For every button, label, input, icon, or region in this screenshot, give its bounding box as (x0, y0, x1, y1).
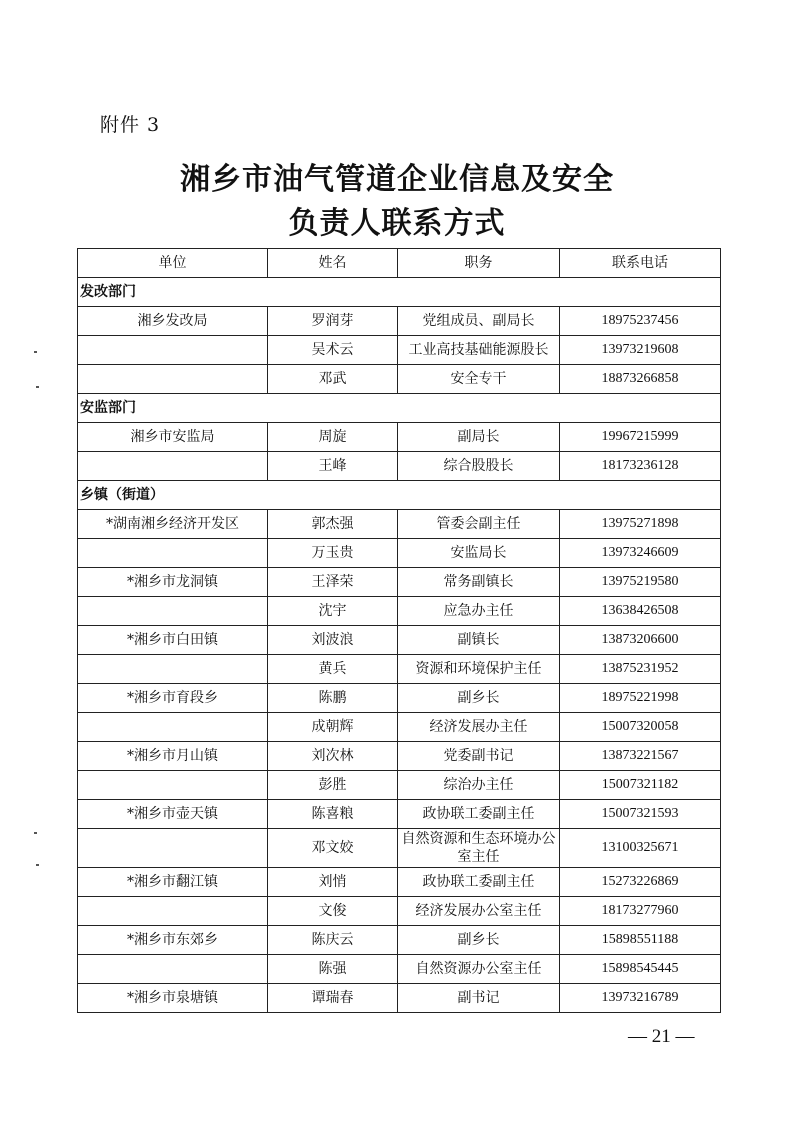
table-row (78, 684, 721, 713)
table-row (78, 984, 721, 1013)
unit-cell (78, 955, 268, 984)
section-row (78, 481, 721, 510)
unit-cell (78, 452, 268, 481)
name-cell: 王泽荣 (268, 568, 398, 597)
name-cell: 刘悄 (268, 868, 398, 897)
name-cell: 郭杰强 (268, 510, 398, 539)
section-row (78, 278, 721, 307)
name-cell: 刘次林 (268, 742, 398, 771)
document-title-line1: 湘乡市油气管道企业信息及安全 (180, 162, 614, 197)
phone-cell: 13875231952 (560, 655, 721, 684)
position-cell: 政协联工委副主任 (398, 800, 560, 829)
phone-cell: 18173277960 (560, 897, 721, 926)
name-cell: 谭瑞春 (268, 984, 398, 1013)
phone-cell: 18173236128 (560, 452, 721, 481)
position-cell: 副局长 (398, 423, 560, 452)
phone-cell: 18873266858 (560, 365, 721, 394)
table-row (78, 926, 721, 955)
phone-cell: 15898551188 (560, 926, 721, 955)
phone-cell: 15273226869 (560, 868, 721, 897)
unit-cell: *湘乡市东郊乡 (78, 926, 268, 955)
scan-speck (36, 864, 39, 866)
position-cell: 副镇长 (398, 626, 560, 655)
unit-cell: *湘乡市白田镇 (78, 626, 268, 655)
table-row (78, 626, 721, 655)
page-number: — 21 — (628, 1026, 695, 1047)
header-phone: 联系电话 (560, 249, 721, 278)
unit-cell (78, 336, 268, 365)
table-body (78, 278, 721, 1013)
name-cell: 邓武 (268, 365, 398, 394)
header-row (78, 249, 721, 278)
section-title: 发改部门 (78, 278, 721, 307)
name-cell: 文俊 (268, 897, 398, 926)
phone-cell: 18975237456 (560, 307, 721, 336)
name-cell: 成朝辉 (268, 713, 398, 742)
unit-cell: *湘乡市龙洞镇 (78, 568, 268, 597)
unit-cell (78, 771, 268, 800)
phone-cell: 15007321182 (560, 771, 721, 800)
position-cell: 政协联工委副主任 (398, 868, 560, 897)
position-cell: 资源和环境保护主任 (398, 655, 560, 684)
phone-cell: 13100325671 (560, 829, 721, 868)
phone-cell: 13973216789 (560, 984, 721, 1013)
header-position: 职务 (398, 249, 560, 278)
unit-cell: *湘乡市月山镇 (78, 742, 268, 771)
table-row (78, 539, 721, 568)
name-cell: 黄兵 (268, 655, 398, 684)
name-cell: 周旋 (268, 423, 398, 452)
position-cell: 党委副书记 (398, 742, 560, 771)
unit-cell: *湖南湘乡经济开发区 (78, 510, 268, 539)
table-row (78, 423, 721, 452)
table-row (78, 568, 721, 597)
table-row (78, 336, 721, 365)
position-cell: 副乡长 (398, 926, 560, 955)
attachment-label: 附件 3 (100, 114, 161, 136)
table-row (78, 897, 721, 926)
phone-cell: 13975271898 (560, 510, 721, 539)
table-row (78, 829, 721, 868)
table-row (78, 655, 721, 684)
section-row (78, 394, 721, 423)
unit-cell: *湘乡市壶天镇 (78, 800, 268, 829)
scan-speck (34, 351, 37, 353)
phone-cell: 13873221567 (560, 742, 721, 771)
table-row (78, 771, 721, 800)
scan-speck (36, 386, 39, 388)
phone-cell: 18975221998 (560, 684, 721, 713)
section-title: 安监部门 (78, 394, 721, 423)
position-cell: 综治办主任 (398, 771, 560, 800)
table-row (78, 307, 721, 336)
table-row (78, 597, 721, 626)
position-cell: 副书记 (398, 984, 560, 1013)
table-row (78, 800, 721, 829)
unit-cell: 湘乡市安监局 (78, 423, 268, 452)
phone-cell: 13973246609 (560, 539, 721, 568)
name-cell: 陈庆云 (268, 926, 398, 955)
position-cell: 综合股股长 (398, 452, 560, 481)
name-cell: 王峰 (268, 452, 398, 481)
position-cell: 安监局长 (398, 539, 560, 568)
phone-cell: 13873206600 (560, 626, 721, 655)
document-title-line2: 负责人联系方式 (288, 206, 506, 241)
unit-cell: *湘乡市翻江镇 (78, 868, 268, 897)
unit-cell: *湘乡市泉塘镇 (78, 984, 268, 1013)
phone-cell: 19967215999 (560, 423, 721, 452)
table-row (78, 868, 721, 897)
table-row (78, 510, 721, 539)
unit-cell (78, 539, 268, 568)
position-cell: 自然资源和生态环境办公室主任 (398, 829, 560, 868)
name-cell: 陈鹏 (268, 684, 398, 713)
table-row (78, 955, 721, 984)
unit-cell: 湘乡发改局 (78, 307, 268, 336)
unit-cell (78, 897, 268, 926)
position-cell: 自然资源办公室主任 (398, 955, 560, 984)
name-cell: 罗润芽 (268, 307, 398, 336)
phone-cell: 15898545445 (560, 955, 721, 984)
name-cell: 万玉贵 (268, 539, 398, 568)
section-title: 乡镇（街道） (78, 481, 721, 510)
scan-speck (34, 832, 37, 834)
table-row (78, 713, 721, 742)
position-cell: 党组成员、副局长 (398, 307, 560, 336)
phone-cell: 13973219608 (560, 336, 721, 365)
contacts-table (77, 248, 721, 1013)
header-unit: 单位 (78, 249, 268, 278)
phone-cell: 15007320058 (560, 713, 721, 742)
phone-cell: 15007321593 (560, 800, 721, 829)
position-cell: 副乡长 (398, 684, 560, 713)
name-cell: 彭胜 (268, 771, 398, 800)
position-cell: 管委会副主任 (398, 510, 560, 539)
name-cell: 陈强 (268, 955, 398, 984)
unit-cell (78, 365, 268, 394)
name-cell: 吴术云 (268, 336, 398, 365)
position-cell: 经济发展办公室主任 (398, 897, 560, 926)
phone-cell: 13638426508 (560, 597, 721, 626)
table-row (78, 365, 721, 394)
unit-cell: *湘乡市育段乡 (78, 684, 268, 713)
name-cell: 沈宇 (268, 597, 398, 626)
unit-cell (78, 713, 268, 742)
name-cell: 邓文姣 (268, 829, 398, 868)
position-cell: 应急办主任 (398, 597, 560, 626)
name-cell: 陈喜粮 (268, 800, 398, 829)
position-cell: 经济发展办主任 (398, 713, 560, 742)
header-name: 姓名 (268, 249, 398, 278)
name-cell: 刘波浪 (268, 626, 398, 655)
table-row (78, 742, 721, 771)
position-cell: 常务副镇长 (398, 568, 560, 597)
unit-cell (78, 655, 268, 684)
phone-cell: 13975219580 (560, 568, 721, 597)
position-cell: 安全专干 (398, 365, 560, 394)
unit-cell (78, 597, 268, 626)
table-row (78, 452, 721, 481)
unit-cell (78, 829, 268, 868)
position-cell: 工业高技基础能源股长 (398, 336, 560, 365)
